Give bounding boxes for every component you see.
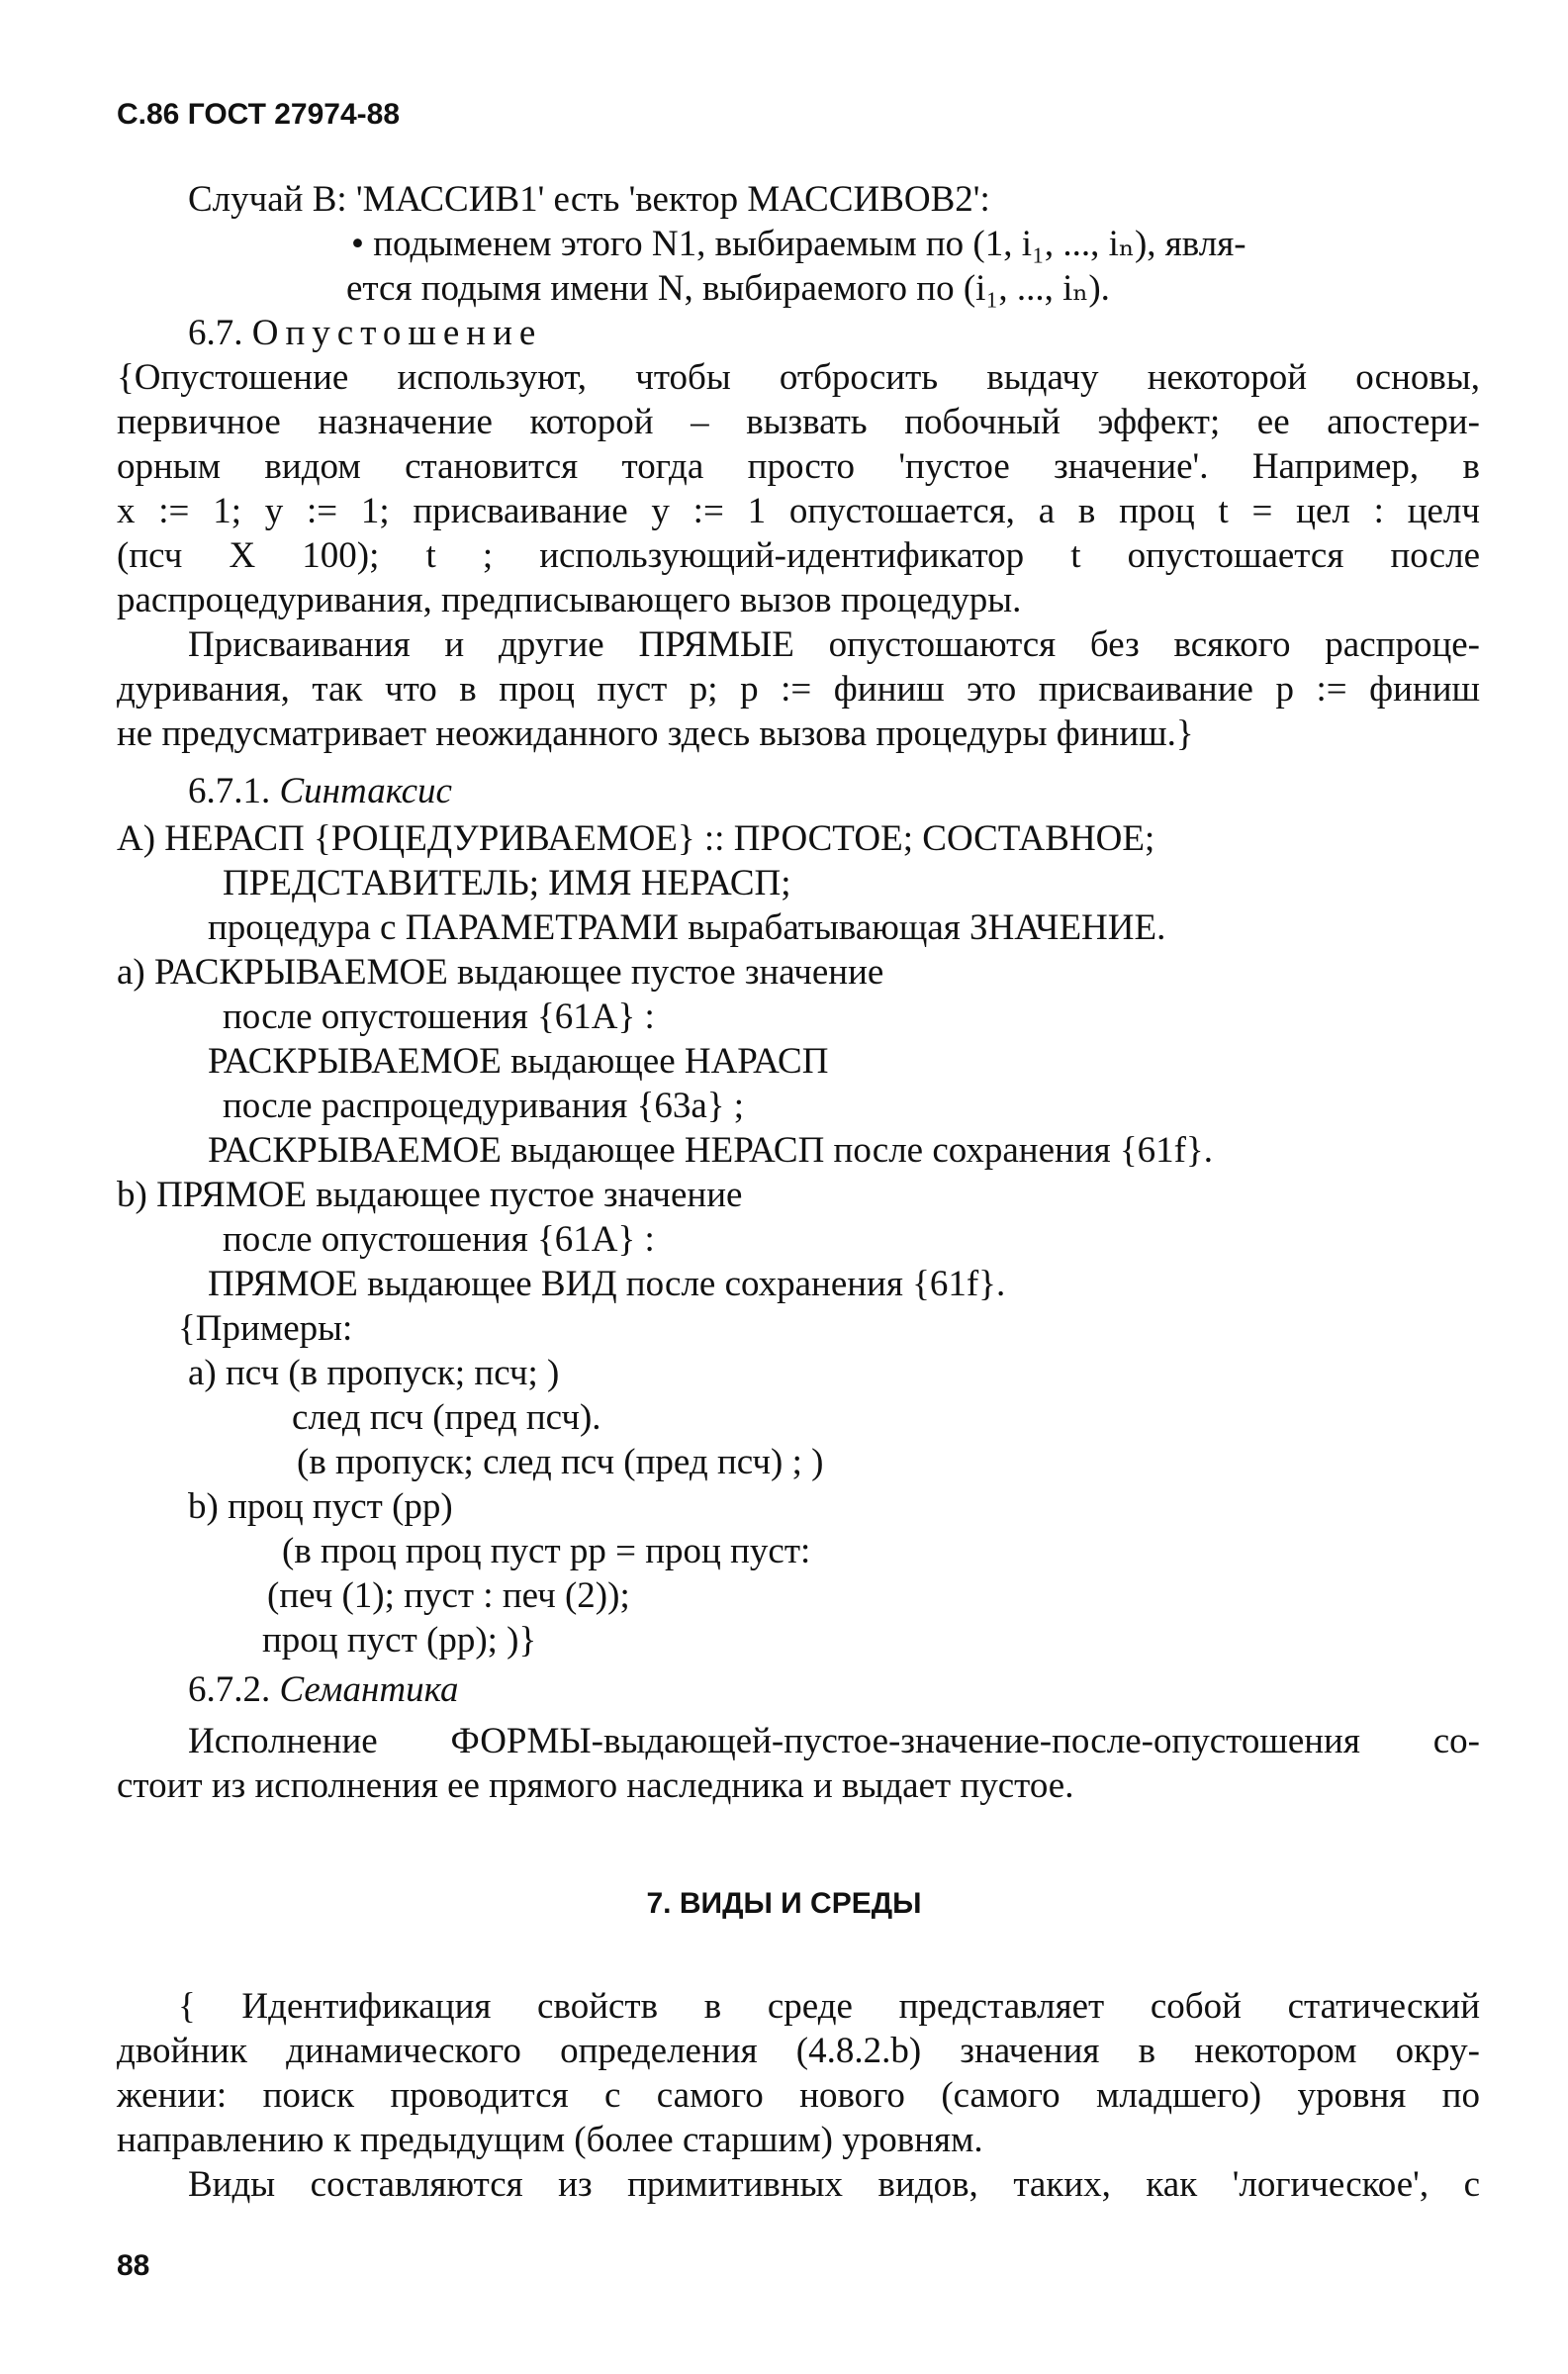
paragraph-line: двойник динамического определения (4.8.2.b) значения в некотором окру- (117, 2031, 1480, 2071)
paragraph-line: стоит из исполнения ее прямого наследника и выдает пустое. (117, 1765, 1074, 1806)
paragraph-line: Присваивания и другие ПРЯМЫЕ опустошаются без всякого распроце- (188, 624, 1480, 665)
syntax-rule: ПРЯМОЕ выдающее ВИД после сохранения {61f}. (208, 1264, 1006, 1304)
example-line: проц пуст (pp); )} (262, 1620, 537, 1661)
syntax-rule: РАСКРЫВАЕМОЕ выдающее НАРАСП (208, 1041, 829, 1082)
paragraph-line: {Опустошение используют, чтобы отбросить выдачу некоторой основы, (117, 357, 1480, 398)
section-number: 6.7. (188, 313, 243, 353)
paragraph-line: орным видом становится тогда просто 'пустое значение'. Например, в (117, 446, 1480, 487)
section-title: Синтаксис (279, 771, 452, 811)
paragraph-line: дуривания, так что в проц пуст p; p := финиш это присваивание p := финиш (117, 669, 1480, 710)
section-number: 6.7.1. (188, 771, 271, 811)
page-header: С.86 ГОСТ 27974-88 (117, 98, 401, 131)
paragraph-line: направлению к предыдущим (более старшим) уровням. (117, 2120, 983, 2160)
paragraph-line: распроцедуривания, предписывающего вызов процедуры. (117, 580, 1022, 620)
example-line: {Примеры: (178, 1308, 353, 1349)
paragraph-line: (псч X 100); t ; использующий-идентификатор t опустошается после (117, 535, 1480, 576)
section-6-7-2-heading (188, 1668, 459, 1712)
paragraph-line: жении: поиск проводится с самого нового (самого младшего) уровня по (117, 2075, 1480, 2116)
syntax-rule: процедура с ПАРАМЕТРАМИ вырабатывающая ЗНАЧЕНИЕ. (208, 907, 1166, 948)
paragraph-line: первичное назначение которой – вызвать побочный эффект; ее апостери- (117, 402, 1480, 442)
section-title: Семантика (279, 1669, 459, 1710)
case-b-line: • подыменем этого N1, выбираемым по (1, i₁, ..., iₙ), явля- (351, 224, 1246, 264)
case-b-line: Случай В: 'МАССИВ1' есть 'вектор МАССИВОВ2': (188, 179, 990, 220)
syntax-rule: ПРЕДСТАВИТЕЛЬ; ИМЯ НЕРАСП; (223, 863, 791, 903)
syntax-rule: после опустошения {61A} : (223, 997, 655, 1037)
paragraph-line: не предусматривает неожиданного здесь вызова процедуры финиш.} (117, 713, 1194, 754)
paragraph-line: Исполнение ФОРМЫ-выдающей-пустое-значение-после-опустошения со- (188, 1721, 1480, 1761)
example-line: (в проц проц пуст pp = проц пуст: (282, 1531, 811, 1571)
example-line: b) проц пуст (pp) (188, 1486, 453, 1527)
syntax-rule: A) НЕРАСП {РОЦЕДУРИВАЕМОЕ} :: ПРОСТОЕ; СОСТАВНОЕ; (117, 818, 1155, 859)
example-line: (печ (1); пуст : печ (2)); (267, 1575, 630, 1616)
page-number: 88 (117, 2249, 150, 2282)
example-line: след псч (пред псч). (292, 1397, 601, 1438)
syntax-rule: РАСКРЫВАЕМОЕ выдающее НЕРАСП после сохранения {61f}. (208, 1130, 1213, 1171)
section-title: Опустошение (251, 313, 543, 353)
section-6-7-heading (188, 312, 542, 355)
section-number: 6.7.2. (188, 1669, 271, 1710)
syntax-rule: a) РАСКРЫВАЕМОЕ выдающее пустое значение (117, 952, 884, 993)
paragraph-line: x := 1; y := 1; присваивание y := 1 опустошается, а в проц t = цел : целч (117, 491, 1480, 531)
example-line: a) псч (в пропуск; псч; ) (188, 1353, 560, 1393)
syntax-rule: b) ПРЯМОЕ выдающее пустое значение (117, 1175, 743, 1215)
chapter-7-heading: 7. ВИДЫ И СРЕДЫ (646, 1887, 922, 1920)
paragraph-line: { Идентификация свойств в среде представляет собой статический (178, 1986, 1480, 2027)
case-b-line: ется подымя имени N, выбираемого по (i₁, ..., iₙ). (346, 268, 1110, 309)
syntax-rule: после опустошения {61A} : (223, 1219, 655, 1260)
paragraph-line: Виды составляются из примитивных видов, таких, как 'логическое', с (188, 2164, 1480, 2205)
section-6-7-1-heading (188, 770, 452, 813)
example-line: (в пропуск; след псч (пред псч) ; ) (297, 1442, 824, 1482)
syntax-rule: после распроцедуривания {63a} ; (223, 1086, 745, 1126)
